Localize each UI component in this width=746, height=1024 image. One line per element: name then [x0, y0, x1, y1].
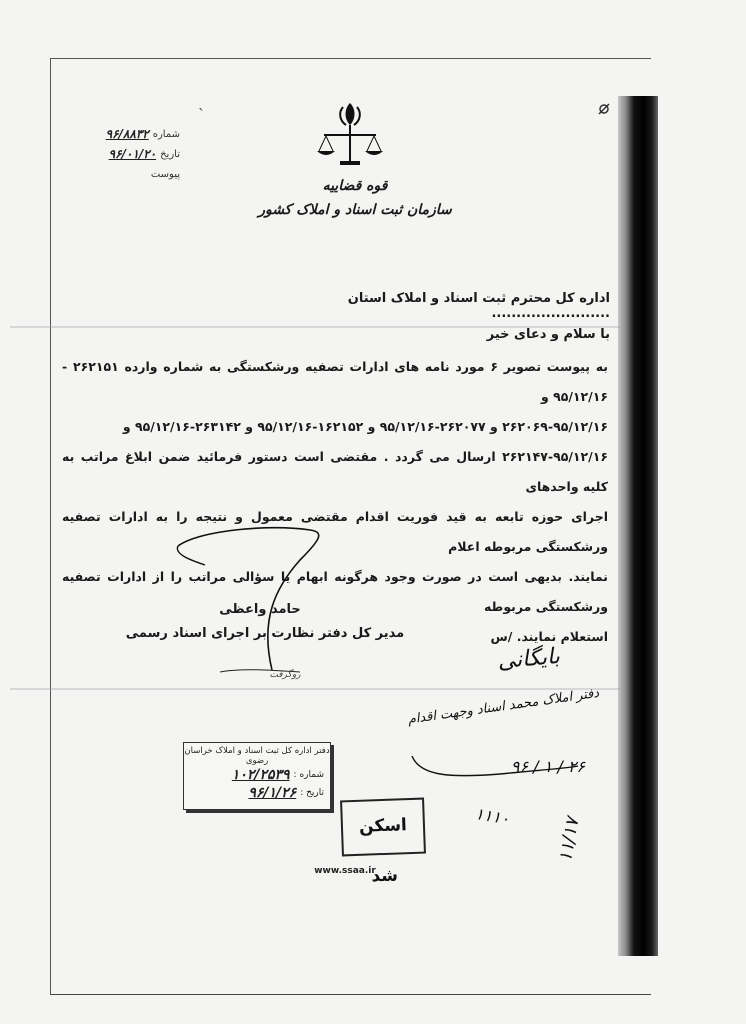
website-url: www.ssaa.ir: [314, 866, 376, 876]
signatory-name: حامد واعظی: [219, 602, 301, 617]
iran-emblem-icon: [310, 95, 390, 175]
ref-date: ۹۶/۰۱/۲۰: [108, 147, 157, 161]
receipt-number: ۱۰۲/۲۵۳۹: [231, 767, 290, 783]
greeting: با سلام و دعای خیر: [486, 327, 610, 342]
handwritten-signature: [160, 520, 360, 680]
ref-number: ۹۶/۸۸۳۲: [105, 127, 149, 141]
ref-attachment-label: پیوست: [150, 168, 180, 180]
ref-attachment-row: [76, 164, 180, 184]
org-name-line-2: سازمان ثبت اسناد و املاک کشور: [258, 202, 452, 218]
scanned-stamp: اسکن شد: [340, 798, 426, 857]
tick-mark: ˎ: [198, 95, 205, 111]
body-line: نمایند. بدیهی است در صورت وجود هرگونه ابهام یا سؤالی مراتب را از ادارات تصفیه ورشکستگی مربوطه: [62, 569, 608, 614]
ref-number-row: [76, 124, 180, 144]
handwritten-number: ۱۱۱۰: [473, 803, 511, 829]
handwritten-side-note: ۱۱/۱۷: [555, 815, 584, 864]
scan-edge-shadow: [618, 96, 658, 956]
receipt-stamp-title: دفتر اداره کل ثبت اسناد و املاک خراسان رضوی: [184, 746, 330, 766]
handwritten-note: بایگانی: [496, 643, 561, 675]
corner-mark-icon: [595, 100, 613, 118]
ref-date-row: [76, 144, 180, 164]
handwritten-referral: دفتر املاک محمد اسناد وجهت اقدام: [406, 685, 601, 728]
org-name-line-1: قوه قضاییه: [322, 178, 388, 194]
body-line: ۲۶۲۱۴۷-۹۵/۱۲/۱۶ ارسال می گردد . مقتضی است دستور فرمائید ضمن ابلاغ مراتب به کلیه واحدهای: [62, 449, 608, 494]
body-line: استعلام نمایند. /س: [490, 629, 608, 644]
receipt-date: ۹۶/۱/۲۶: [248, 785, 297, 801]
receipt-date-label: تاریخ :: [300, 788, 324, 798]
handwritten-date: ۲۶ / ۱ / ۹۶: [510, 757, 585, 776]
ref-number-label: شماره: [152, 128, 180, 140]
signature-note: روگرفت: [269, 670, 301, 680]
receipt-date-row: [184, 784, 330, 802]
body-line: ۲۶۲۰۶۹-۹۵/۱۲/۱۶ و ۲۶۲۰۷۷-۹۵/۱۲/۱۶ و ۱۶۲۱۵۲-۹۵/۱۲/۱۶ و ۲۶۳۱۴۲-۹۵/۱۲/۱۶ و: [122, 419, 608, 434]
receipt-stamp: [183, 742, 331, 810]
receipt-number-label: شماره :: [293, 770, 324, 780]
reference-block: [76, 124, 180, 194]
receipt-number-row: [184, 766, 330, 784]
signatory-title: مدیر کل دفتر نظارت بر اجرای اسناد رسمی: [125, 626, 405, 641]
body-line: به پیوست تصویر ۶ مورد نامه های ادارات تصفیه ورشکستگی به شماره وارده ۲۶۲۱۵۱ - ۹۵/۱۲/۱۶ و: [62, 359, 608, 404]
ref-date-label: تاریخ: [160, 148, 180, 160]
fold-line: [10, 688, 625, 690]
body-line: اجرای حوزه تابعه به قید فوریت اقدام مقتضی معمول و نتیجه را به ادارات تصفیه ورشکستگی مربوطه اعلام: [62, 509, 608, 554]
addressee: اداره کل محترم ثبت اسناد و املاک استان ........................: [347, 291, 610, 321]
